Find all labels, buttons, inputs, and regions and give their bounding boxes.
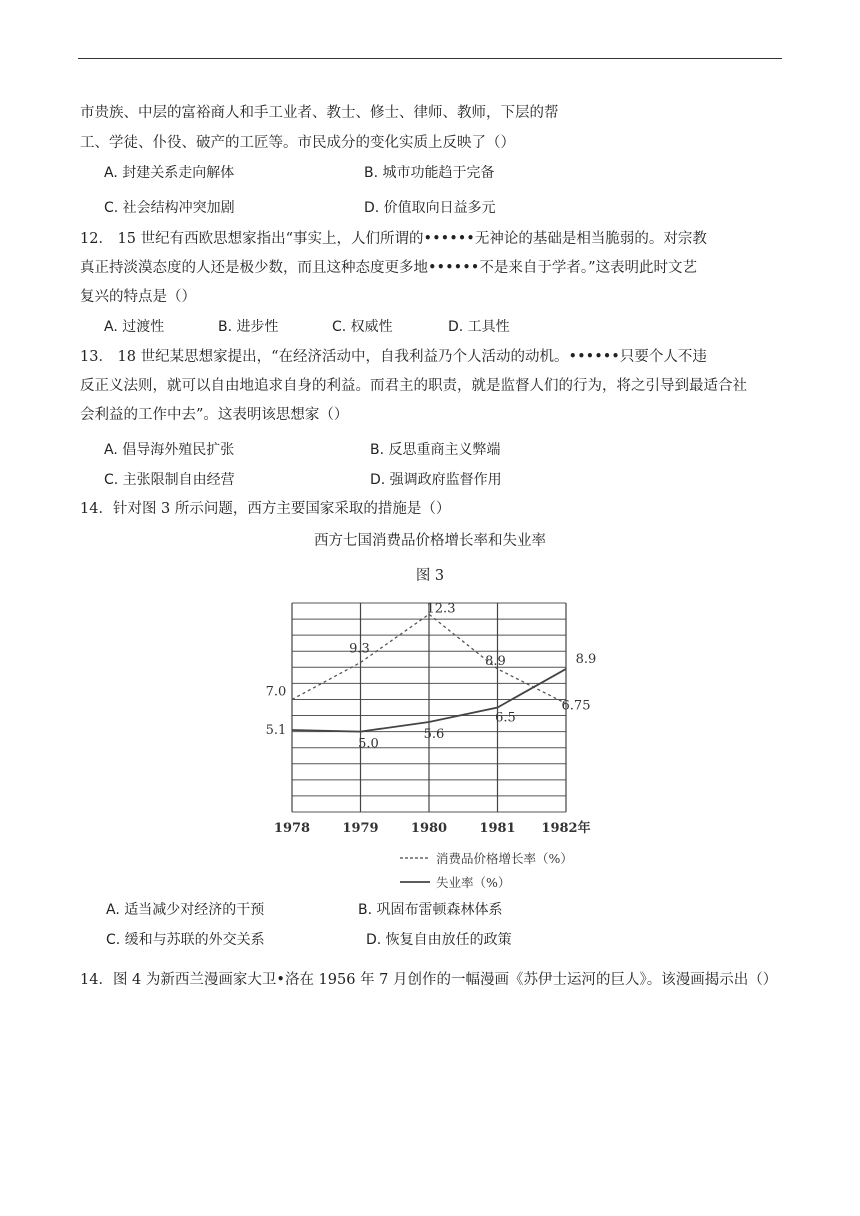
x-tick-label: 1980 [410,821,448,836]
q12-option-b[interactable]: B. 进步性 [218,319,279,335]
q12-option-d[interactable]: D. 工具性 [448,319,510,335]
x-tick-labels [274,820,591,836]
data-label: 7.0 [265,684,287,700]
data-label: 5.1 [265,723,287,739]
q13-option-a[interactable]: A. 倡导海外殖民扩张 [104,442,235,458]
q14-option-a[interactable]: A. 适当减少对经济的干预 [106,902,265,918]
q13-option-d[interactable]: D. 强调政府监督作用 [370,472,502,488]
q11-option-d[interactable]: D. 价值取向日益多元 [364,200,496,216]
q14-option-c[interactable]: C. 缓和与苏联的外交关系 [106,932,265,948]
data-label: 9.3 [349,641,370,657]
legend-entry: 消费品价格增长率（%） [436,851,573,866]
data-label: 8.9 [575,651,597,667]
q13-stem-line2: 反正义法则，就可以自由地追求自身的利益。而君主的职责，就是监督人们的行为，将之引导到最适合社 [80,378,747,394]
q12-stem-line2: 真正持淡漠态度的人还是极少数，而且这种态度更多地••••••不是来自于学者。”这表明此时文艺 [80,260,697,276]
q12-option-a[interactable]: A. 过渡性 [104,319,165,335]
q13-option-b[interactable]: B. 反思重商主义弊端 [370,442,501,458]
q12-option-c[interactable]: C. 权威性 [332,319,393,335]
q14-option-b[interactable]: B. 巩固布雷顿森林体系 [358,902,503,918]
legend-entry: 失业率（%） [436,875,511,890]
q11-stem-line2: 工、学徒、仆役、破产的工匠等。市民成分的变化实质上反映了（） [80,135,515,151]
data-label: 6.75 [561,698,591,714]
data-label: 5.0 [358,736,379,752]
header-rule [78,58,782,59]
chart-legend [400,851,573,890]
data-label: 6.5 [495,710,516,726]
chart-grid [292,603,566,812]
q13-stem-line1: 13． 18 世纪某思想家提出，“在经济活动中，自我利益乃个人活动的动机。••••••只要个人不违 [80,349,707,365]
q12-stem-line3: 复兴的特点是（） [80,289,196,305]
q11-option-b[interactable]: B. 城市功能趋于完备 [364,165,495,181]
x-tick-label: 1982年 [541,821,591,836]
x-tick-label: 1979 [342,821,379,836]
q13-stem-line3: 会利益的工作中去”。这表明该思想家（） [80,407,349,423]
x-tick-label: 1981 [479,821,516,836]
q11-option-c[interactable]: C. 社会结构冲突加剧 [104,200,235,216]
data-label: 12.3 [426,601,456,617]
q14-stem: 14．针对图 3 所示问题，西方主要国家采取的措施是（） [80,501,451,517]
q13-option-c[interactable]: C. 主张限制自由经营 [104,472,235,488]
data-label: 8.9 [485,653,506,669]
chart-labels [266,601,597,751]
q11-stem-line1: 市贵族、中层的富裕商人和手工业者、教士、修士、律师、教师，下层的帮 [80,105,559,121]
line-chart [240,590,640,890]
q12-stem-line1: 12． 15 世纪有西欧思想家指出“事实上，人们所谓的••••••无神论的基础是相当脆弱的。对宗教 [80,231,707,247]
chart-title: 西方七国消费品价格增长率和失业率 [314,533,546,549]
q14b-stem: 14．图 4 为新西兰漫画家大卫•洛在 1956 年 7 月创作的一幅漫画《苏伊士运河的巨人》。该漫画揭示出（） [80,972,778,988]
q11-option-a[interactable]: A. 封建关系走向解体 [104,165,235,181]
q14-option-d[interactable]: D. 恢复自由放任的政策 [366,932,512,948]
figure-label: 图 3 [415,568,445,584]
x-tick-label: 1978 [273,821,311,836]
data-label: 5.6 [423,726,445,742]
